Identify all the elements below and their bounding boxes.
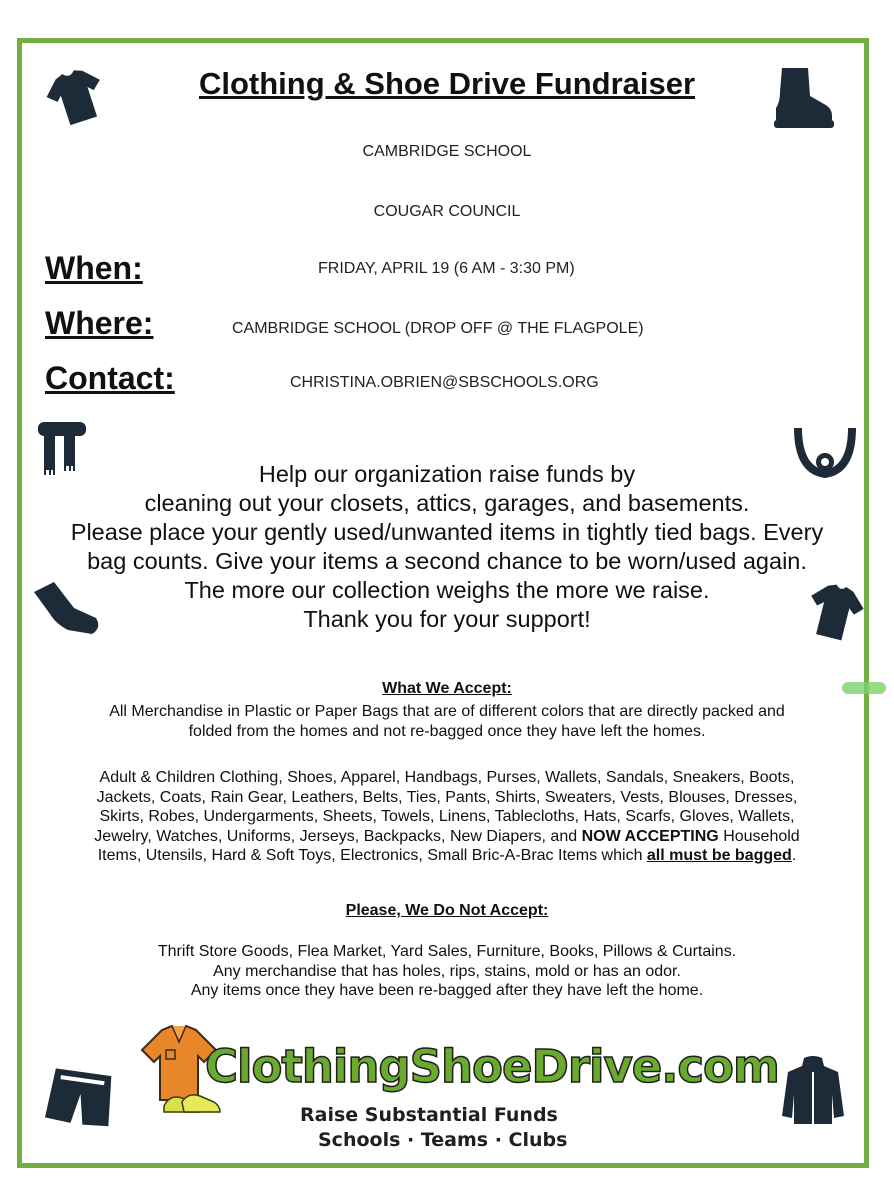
- org-line-2: COUGAR COUNCIL: [373, 203, 521, 220]
- accept-description: [0, 702, 894, 741]
- scarf-icon: [36, 418, 88, 476]
- items-text: Items, Utensils, Hard & Soft Toys, Electronics, Small Bric-A-Brac Items which: [97, 847, 647, 864]
- boot-icon: [770, 62, 836, 132]
- where-label: Where:: [45, 305, 154, 341]
- items-line: Skirts, Robes, Undergarments, Sheets, Towels, Linens, Tablecloths, Hats, Scarfs, Gloves, Wallets,: [99, 808, 795, 825]
- help-paragraph: [0, 460, 894, 634]
- not-accept-line: Any items once they have been re-bagged after they have left the home.: [190, 982, 704, 999]
- logo-tagline-1: Raise Substantial Funds: [300, 1104, 558, 1126]
- items-text: Jewelry, Watches, Uniforms, Jerseys, Backpacks, New Diapers, and: [94, 827, 582, 845]
- items-line: [0, 827, 894, 847]
- help-line: Thank you for your support!: [303, 606, 591, 632]
- page-title: Clothing & Shoe Drive Fundraiser: [198, 66, 696, 101]
- logo-tagline-2: Schools · Teams · Clubs: [318, 1129, 568, 1151]
- shorts-icon: [44, 1064, 116, 1132]
- contact-label: Contact:: [45, 360, 175, 396]
- items-line: [0, 846, 894, 866]
- when-label: When:: [45, 250, 143, 286]
- items-text: Household: [718, 827, 800, 845]
- not-accept-list: [0, 942, 894, 1001]
- not-accept-heading: Please, We Do Not Accept:: [345, 902, 549, 919]
- jacket-icon: [778, 1054, 848, 1130]
- sock-icon: [28, 578, 104, 642]
- logo-wordmark: ClothingShoeDrive.com: [205, 1040, 779, 1093]
- help-line: The more our collection weighs the more we raise.: [184, 577, 710, 603]
- tshirt-icon: [38, 62, 114, 132]
- now-accepting-emphasis: NOW ACCEPTING: [581, 827, 719, 845]
- not-accept-line: Any merchandise that has holes, rips, stains, mold or has an odor.: [213, 962, 681, 980]
- accepted-items-list: [0, 768, 894, 866]
- accept-heading: What We Accept:: [382, 680, 512, 697]
- contact-email: CHRISTINA.OBRIEN@SBSCHOOLS.ORG: [290, 374, 599, 391]
- org-line-1: CAMBRIDGE SCHOOL: [362, 143, 532, 160]
- when-value: FRIDAY, APRIL 19 (6 AM - 3:30 PM): [318, 260, 575, 277]
- items-line: Jackets, Coats, Rain Gear, Leathers, Belts, Ties, Pants, Shirts, Sweaters, Vests, Blouses, Dresses,: [96, 788, 798, 806]
- accept-line: All Merchandise in Plastic or Paper Bags that are of different colors that are directly packed and: [109, 703, 785, 720]
- accept-line: folded from the homes and not re-bagged once they have left the homes.: [188, 722, 706, 740]
- shirt-icon: [800, 576, 870, 648]
- must-be-bagged-emphasis: all must be bagged: [646, 847, 792, 864]
- necklace-icon: [790, 420, 860, 484]
- not-accept-line: Thrift Store Goods, Flea Market, Yard Sales, Furniture, Books, Pillows & Curtains.: [157, 943, 737, 960]
- help-line: Please place your gently used/unwanted items in tightly tied bags. Every: [70, 519, 824, 545]
- items-text: .: [791, 847, 797, 864]
- help-line: Help our organization raise funds by: [258, 461, 636, 487]
- help-line: bag counts. Give your items a second chance to be worn/used again.: [87, 548, 807, 574]
- highlighter-mark: [842, 682, 886, 694]
- items-line: Adult & Children Clothing, Shoes, Apparel, Handbags, Purses, Wallets, Sandals, Sneakers, Boots,: [99, 769, 795, 786]
- help-line: cleaning out your closets, attics, garages, and basements.: [144, 490, 750, 516]
- where-value: CAMBRIDGE SCHOOL (DROP OFF @ THE FLAGPOLE): [232, 320, 644, 337]
